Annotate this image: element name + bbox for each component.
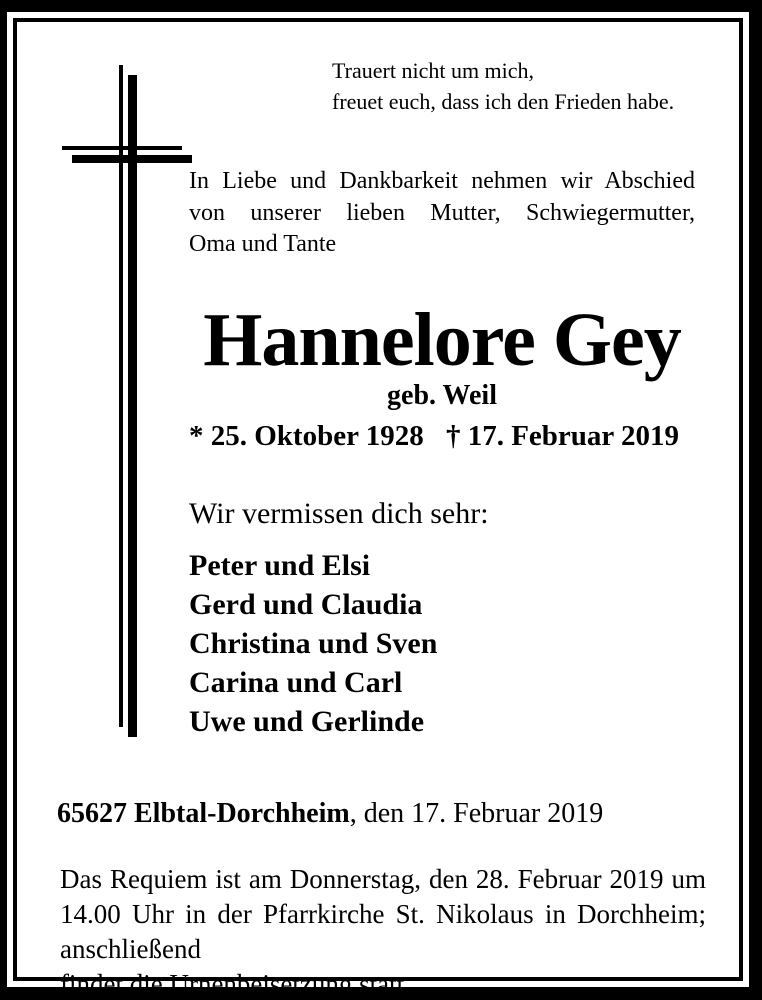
mourner-name: Peter und Elsi <box>189 549 371 582</box>
birth-date: * 25. Oktober 1928 <box>189 420 424 452</box>
intro-line-1: In Liebe und Dankbarkeit nehmen wir Abschied <box>189 168 695 194</box>
motto-line-2: freuet euch, dass ich den Frieden habe. <box>332 89 675 114</box>
intro-paragraph <box>189 166 695 261</box>
maiden-name: geb. Weil <box>387 380 497 411</box>
mourner-name: Carina und Carl <box>189 666 403 699</box>
farewell-heading: Wir vermissen dich sehr: <box>189 497 489 530</box>
motto <box>332 55 674 117</box>
requiem-line-3: findet die Urnenbeisetzung statt. <box>60 969 411 999</box>
cross-vertical-thin-bar <box>119 65 123 727</box>
intro-line-3: Oma und Tante <box>189 231 337 257</box>
requiem-line-1: Das Requiem ist am Donnerstag, den 28. Februar 2019 um <box>60 864 706 894</box>
place-date-line <box>57 798 603 830</box>
cross-horizontal-thin-bar <box>62 146 182 150</box>
place-name: 65627 Elbtal-Dorchheim <box>57 798 350 829</box>
deceased-name: Hannelore Gey <box>203 298 681 382</box>
requiem-paragraph <box>60 862 706 1000</box>
life-dates <box>189 420 695 452</box>
mourners-list <box>189 546 437 741</box>
mourner-name: Christina und Sven <box>189 627 438 660</box>
cross-horizontal-thick-bar <box>72 155 192 163</box>
cross-vertical-thick-bar <box>128 75 137 737</box>
requiem-line-2: 14.00 Uhr in der Pfarrkirche St. Nikolaus in Dorchheim; anschließend <box>60 899 706 964</box>
intro-line-2: von unserer lieben Mutter, Schwiegermutter, <box>189 199 695 226</box>
place-date-suffix: , den 17. Februar 2019 <box>349 798 604 829</box>
motto-line-1: Trauert nicht um mich, <box>332 58 535 83</box>
mourner-name: Uwe und Gerlinde <box>189 705 425 738</box>
mourner-name: Gerd und Claudia <box>189 588 423 621</box>
death-date: † 17. Februar 2019 <box>445 420 679 452</box>
